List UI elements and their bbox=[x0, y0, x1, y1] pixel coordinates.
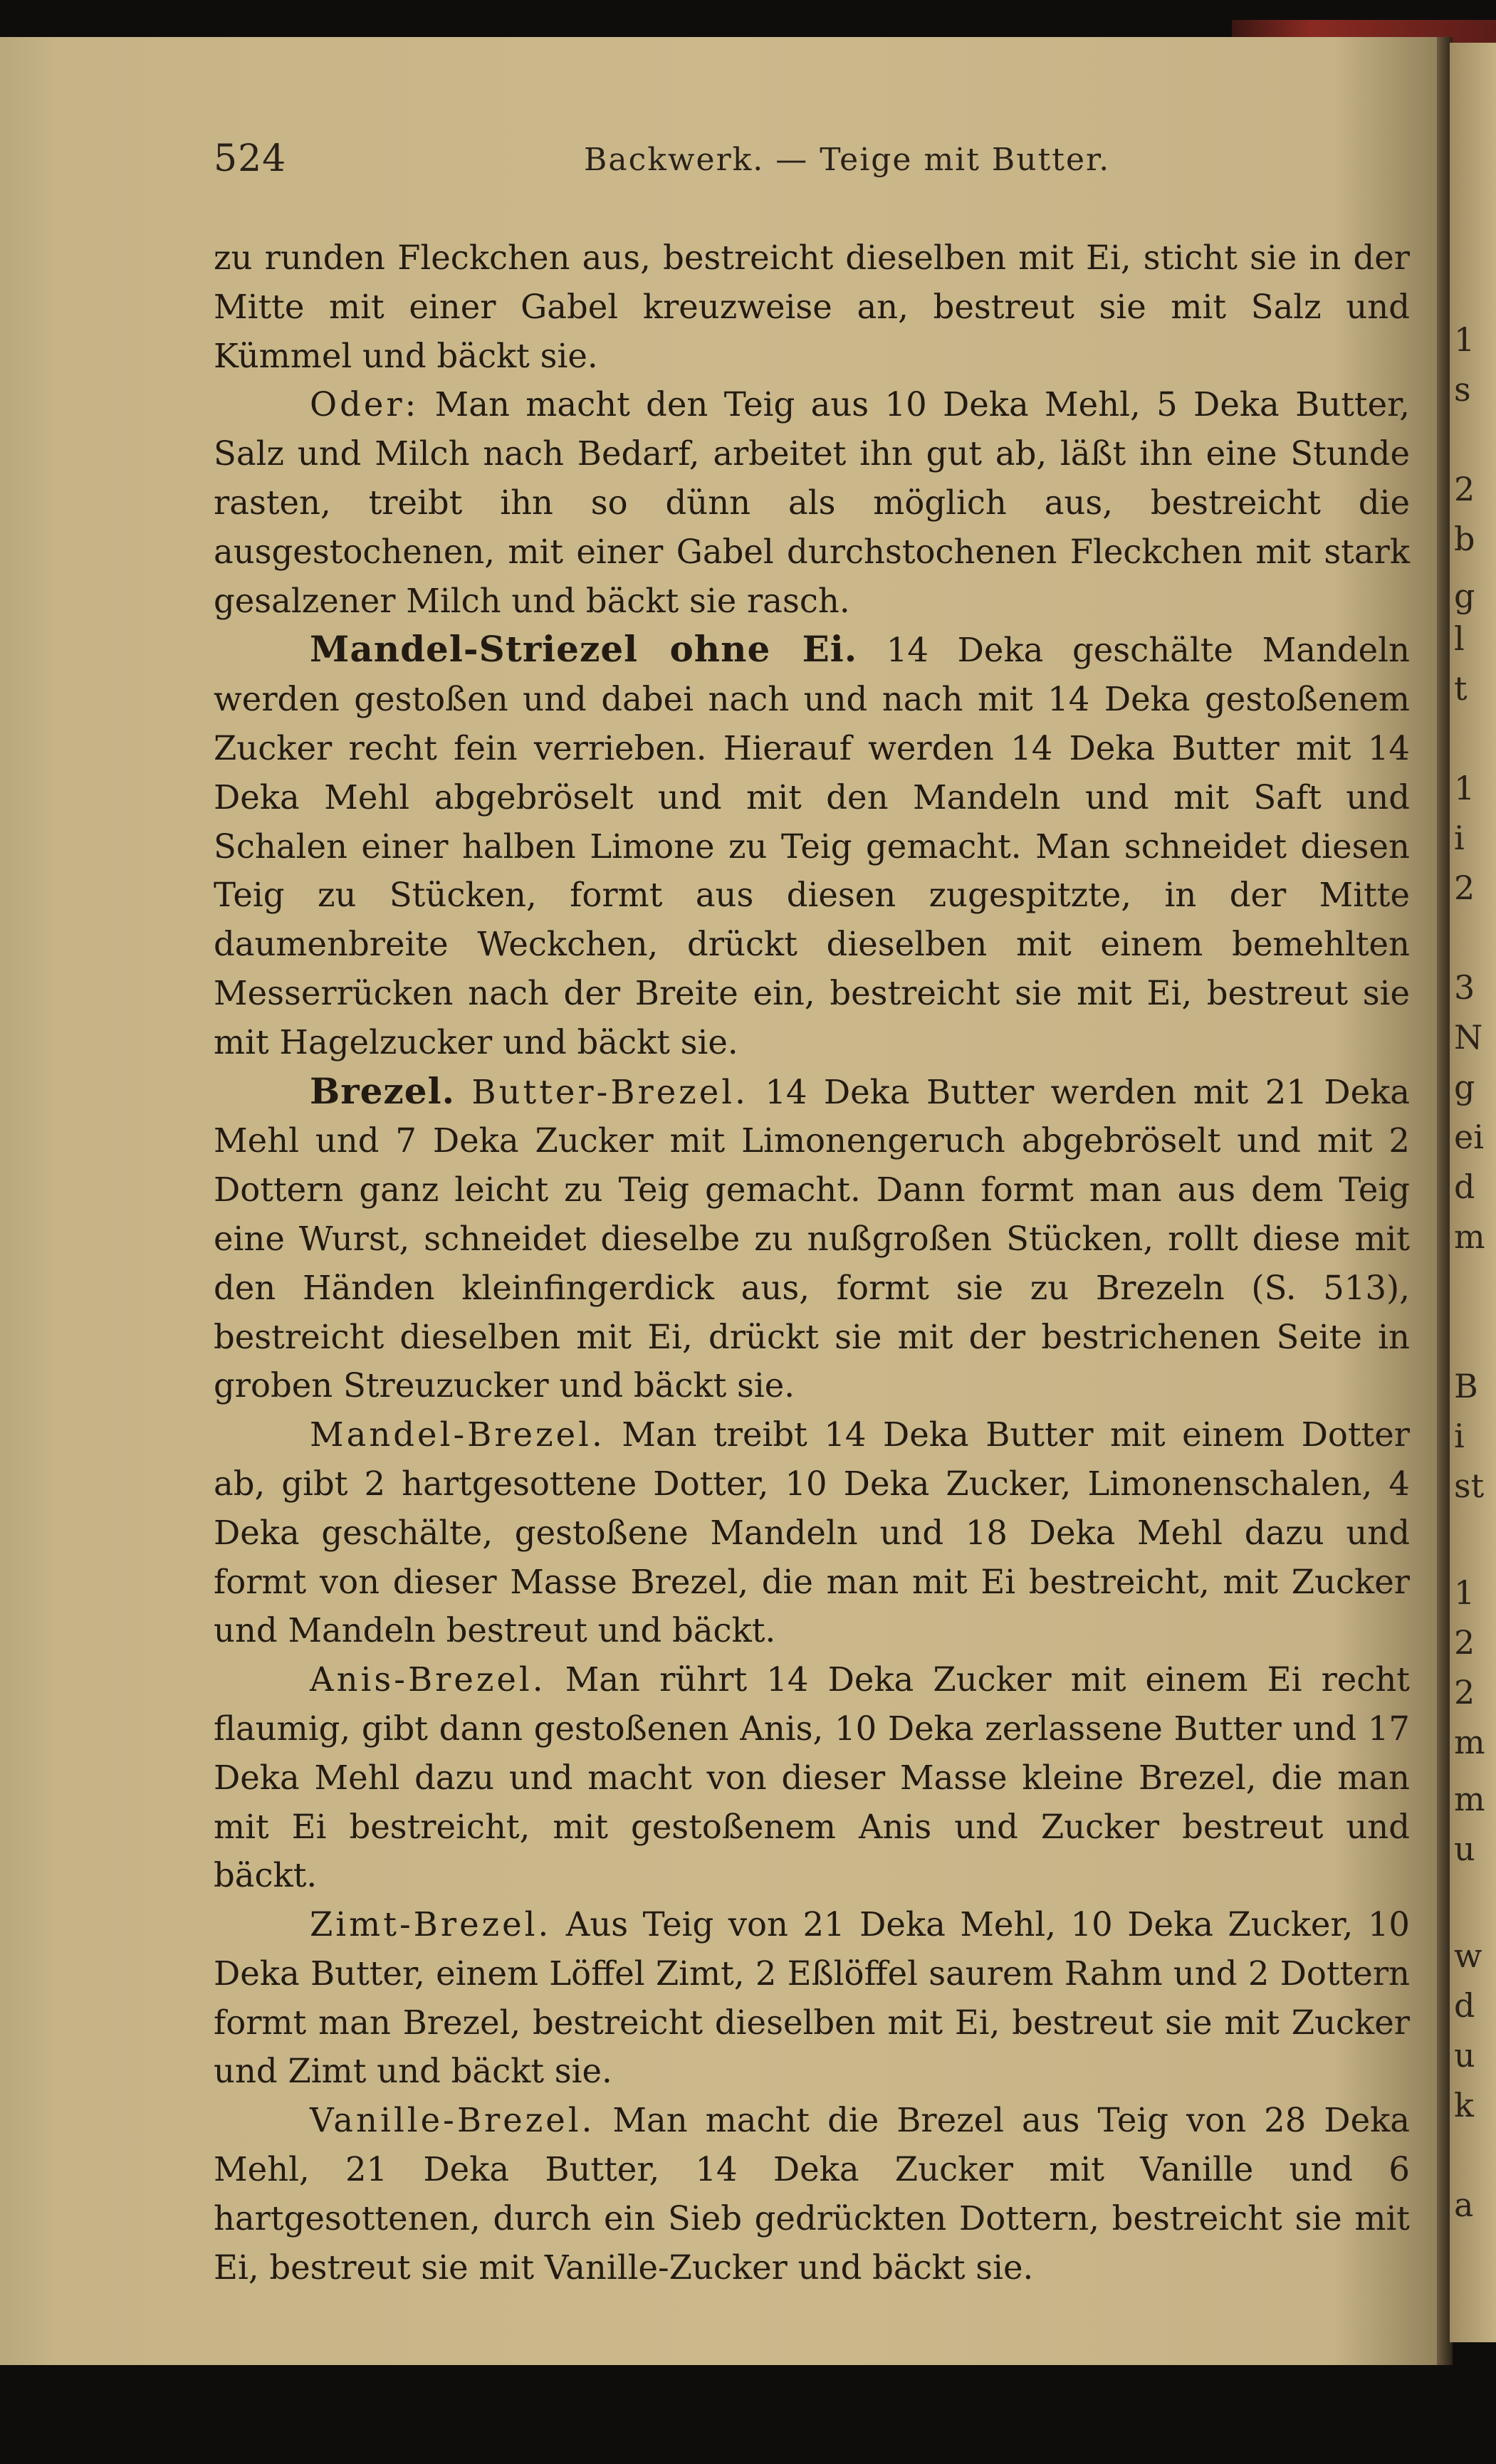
next-page-fragment: t bbox=[1454, 669, 1468, 708]
next-page-fragment: d bbox=[1454, 1168, 1475, 1206]
next-page-fragment: l bbox=[1454, 619, 1465, 658]
paragraph bbox=[214, 625, 1410, 1066]
next-page-fragment: u bbox=[1454, 2036, 1475, 2075]
recipe-subheading: Butter-Brezel. bbox=[471, 1072, 748, 1111]
running-title: Backwerk. — Teige mit Butter. bbox=[584, 142, 1111, 178]
next-page-fragment: w bbox=[1454, 1936, 1482, 1975]
recipe-subheading: Anis-Brezel. bbox=[310, 1660, 546, 1699]
variant-label: Oder: bbox=[310, 385, 419, 424]
paragraph-text: Aus Teig von 21 Deka Mehl, 10 Deka Zucker, 10 Deka Butter, einem Löffel Zimt, 2 Eßlöffel saurem Rahm und 2 Dottern formt man Brezel, bestreicht dieselben mit Ei, bestreut sie mit Zucker und Zimt und bäckt sie. bbox=[214, 1905, 1410, 2091]
next-page-fragment: b bbox=[1454, 520, 1475, 558]
next-page-fragment: 2 bbox=[1454, 869, 1475, 907]
next-page-fragment: k bbox=[1454, 2086, 1474, 2124]
paragraph bbox=[214, 2096, 1410, 2292]
recipe-heading: Brezel. bbox=[310, 1069, 456, 1112]
next-page-fragment: 1 bbox=[1454, 320, 1475, 359]
paragraph-text: 14 Deka geschälte Mandeln werden gestoßen und dabei nach und nach mit 14 Deka gestoßenem Zucker recht fein verrieben. Hierauf werden 14 Deka Butter mit 14 Deka Mehl abgebröselt und mit den Mandeln und mit Saft und Schalen einer halben Limone zu Teig gemacht. Man schneidet diesen Teig zu Stücken, formt aus diesen zugespitzte, in der Mitte daumenbreite Weckchen, drückt dieselben mit einem bemehlten Messerrücken nach der Breite ein, bestreicht sie mit Ei, bestreut sie mit Hagelzucker und bäckt sie. bbox=[214, 631, 1411, 1061]
next-page-fragment: i bbox=[1454, 1417, 1465, 1455]
adjacent-page-edge bbox=[1450, 43, 1496, 2342]
next-page-fragment: N bbox=[1454, 1018, 1483, 1057]
next-page-fragment: s bbox=[1454, 370, 1471, 409]
recipe-text bbox=[214, 234, 1410, 2292]
page-number: 524 bbox=[214, 137, 287, 180]
next-page-fragment: 1 bbox=[1454, 769, 1475, 807]
paragraph-text: 14 Deka Butter werden mit 21 Deka Mehl und 7 Deka Zucker mit Limonengeruch abgebröselt und mit 2 Dottern ganz leicht zu Teig gemacht. Dann formt man aus dem Teig eine Wurst, schneidet dieselbe zu nußgroßen Stücken, rollt diese mit den Händen kleinfingerdick aus, formt sie zu Brezeln (S. 513), bestreicht dieselben mit Ei, drückt sie mit der bestrichenen Seite in groben Streuzucker und bäckt sie. bbox=[214, 1072, 1410, 1405]
recipe-heading: Mandel-Striezel ohne Ei. bbox=[310, 628, 858, 671]
paragraph-text: zu runden Fleckchen aus, bestreicht dieselben mit Ei, sticht sie in der Mitte mit einer Gabel kreuzweise an, bestreut sie mit Salz und Kümmel und bäckt sie. bbox=[214, 238, 1410, 375]
paragraph-text: Man rührt 14 Deka Zucker mit einem Ei recht flaumig, gibt dann gestoßenen Anis, 10 Deka zerlassene Butter und 17 Deka Mehl dazu und macht von dieser Masse kleine Brezel, die man mit Ei bestreicht, mit gestoßenem Anis und Zucker bestreut und bäckt. bbox=[214, 1660, 1410, 1895]
next-page-fragment: st bbox=[1454, 1467, 1485, 1505]
next-page-fragment: 1 bbox=[1454, 1573, 1475, 1612]
page-header bbox=[214, 137, 1410, 187]
paragraph bbox=[214, 1655, 1410, 1900]
paragraph bbox=[214, 1067, 1410, 1411]
paragraph-text: Man macht die Brezel aus Teig von 28 Deka Mehl, 21 Deka Butter, 14 Deka Zucker mit Vanille und 6 hartgesottenen, durch ein Sieb gedrückten Dottern, bestreicht sie mit Ei, bestreut sie mit Vanille-Zucker und bäckt sie. bbox=[214, 2101, 1410, 2287]
next-page-fragment: g bbox=[1454, 577, 1475, 615]
paragraph-text: Man treibt 14 Deka Butter mit einem Dotter ab, gibt 2 hartgesottene Dotter, 10 Deka Zucker, Limonenschalen, 4 Deka geschälte, gestoßene Mandeln und 18 Deka Mehl dazu und formt von dieser Masse Brezel, die man mit Ei bestreicht, mit Zucker und Mandeln bestreut und bäckt. bbox=[214, 1415, 1410, 1650]
next-page-fragment: m bbox=[1454, 1217, 1485, 1256]
next-page-fragment: B bbox=[1454, 1367, 1478, 1405]
paragraph bbox=[214, 1410, 1410, 1655]
next-page-fragment: d bbox=[1454, 1986, 1475, 2025]
next-page-fragment: 2 bbox=[1454, 1623, 1475, 1662]
next-page-fragment: m bbox=[1454, 1780, 1485, 1818]
recipe-subheading: Mandel-Brezel. bbox=[310, 1415, 605, 1454]
next-page-fragment: 2 bbox=[1454, 470, 1475, 508]
recipe-subheading: Vanille-Brezel. bbox=[310, 2101, 595, 2140]
paragraph-text: Man macht den Teig aus 10 Deka Mehl, 5 Deka Butter, Salz und Milch nach Bedarf, arbeitet ihn gut ab, läßt ihn eine Stunde rasten, treibt ihn so dünn als möglich aus, bestreicht die ausgestochenen, mit einer Gabel durchstochenen Fleckchen mit stark gesalzener Milch und bäckt sie rasch. bbox=[214, 385, 1410, 620]
next-page-fragment: i bbox=[1454, 819, 1465, 857]
next-page-fragment: u bbox=[1454, 1830, 1475, 1868]
next-page-fragment: ei bbox=[1454, 1118, 1484, 1156]
next-page-fragment: g bbox=[1454, 1068, 1475, 1106]
paragraph bbox=[214, 234, 1410, 380]
next-page-fragment: m bbox=[1454, 1723, 1485, 1761]
next-page-fragment: 3 bbox=[1454, 968, 1475, 1007]
paragraph bbox=[214, 1900, 1410, 2096]
recipe-subheading: Zimt-Brezel. bbox=[310, 1905, 552, 1944]
next-page-fragment: a bbox=[1454, 2186, 1474, 2224]
paragraph bbox=[214, 380, 1410, 625]
next-page-fragment: 2 bbox=[1454, 1673, 1475, 1711]
